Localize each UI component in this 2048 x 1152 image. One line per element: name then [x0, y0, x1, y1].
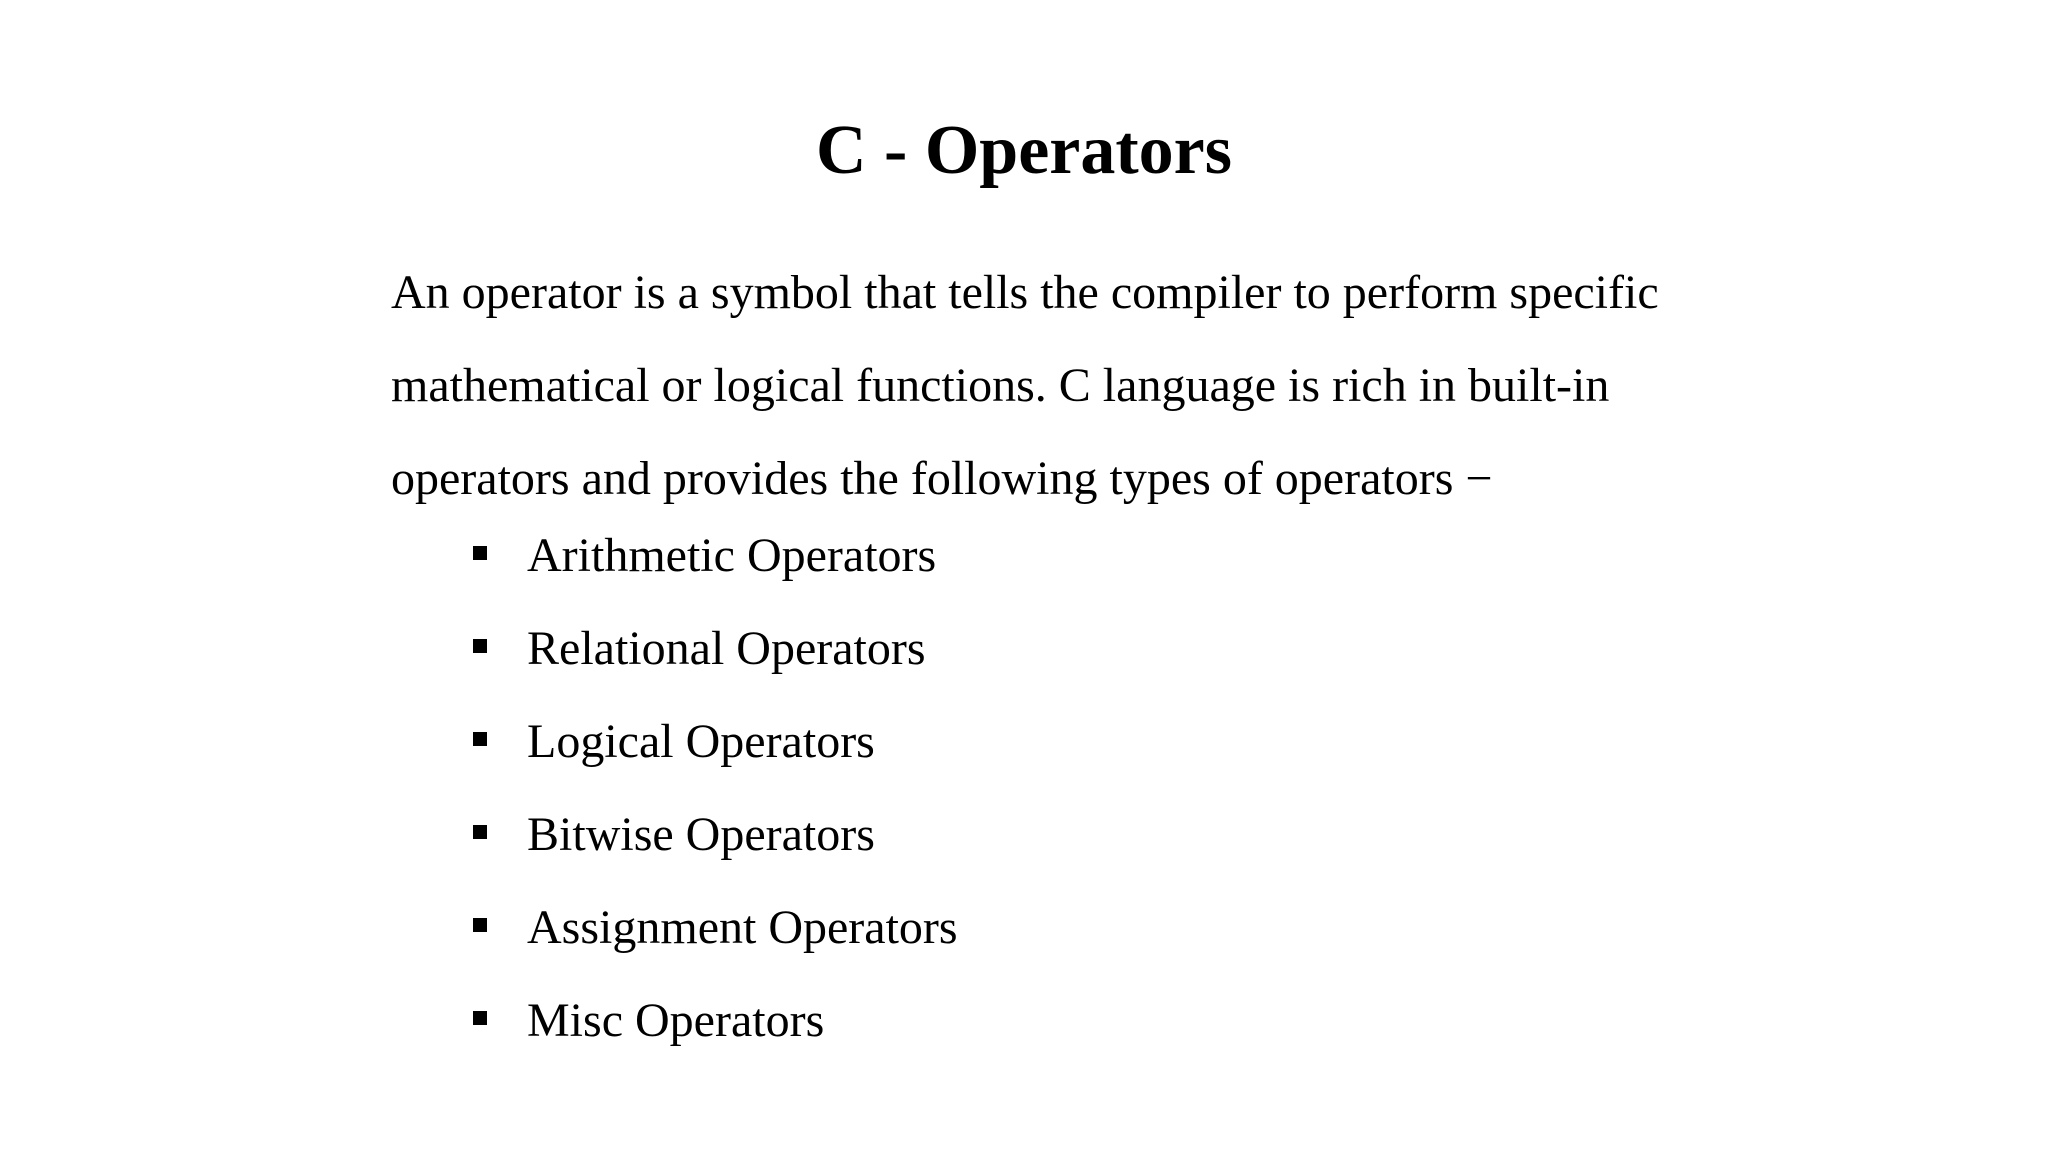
list-item-label: Arithmetic Operators — [527, 529, 937, 582]
square-bullet-icon — [473, 825, 487, 839]
list-item-label: Assignment Operators — [527, 901, 958, 954]
list-item-label: Relational Operators — [527, 622, 926, 675]
list-item-label: Misc Operators — [527, 994, 825, 1047]
square-bullet-icon — [473, 546, 487, 560]
square-bullet-icon — [473, 639, 487, 653]
square-bullet-icon — [473, 732, 487, 746]
intro-line: An operator is a symbol that tells the compiler to perform specific — [391, 266, 1659, 319]
page-title: C - Operators — [815, 111, 1232, 189]
intro-line: operators and provides the following types of operators − — [391, 452, 1493, 505]
list-item-label: Bitwise Operators — [527, 808, 875, 861]
list-item-label: Logical Operators — [527, 715, 875, 768]
square-bullet-icon — [473, 918, 487, 932]
intro-paragraph — [391, 246, 1891, 525]
intro-line: mathematical or logical functions. C language is rich in built-in — [391, 359, 1610, 412]
square-bullet-icon — [473, 1011, 487, 1025]
